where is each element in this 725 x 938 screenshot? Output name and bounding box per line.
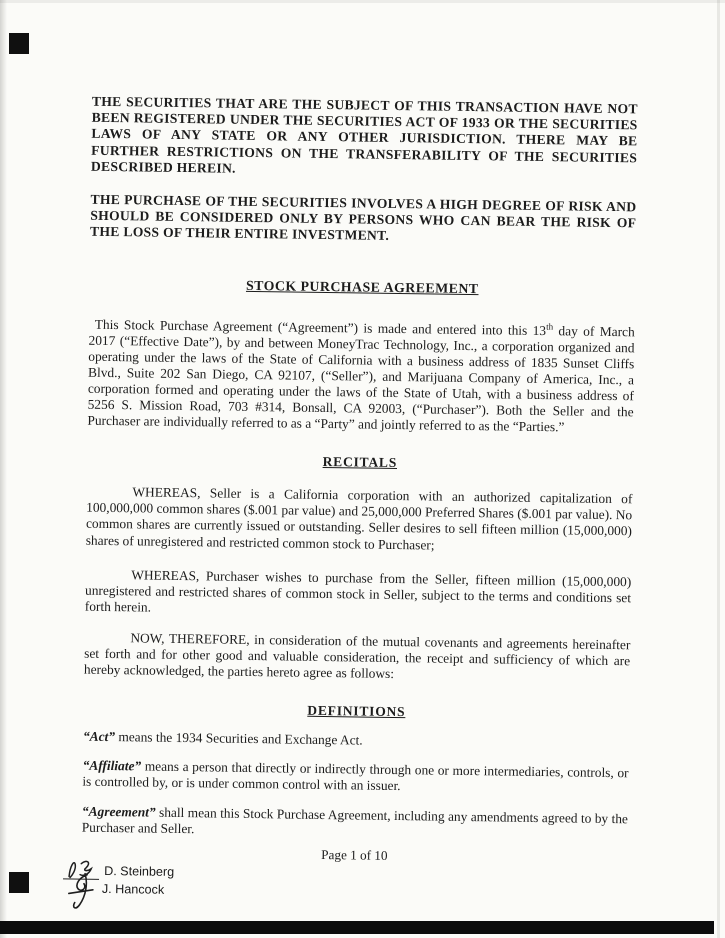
scan-artifact-bottom-bar — [0, 921, 714, 934]
intro-text-after-date: day of March 2017 (“Effective Date”), by and between MoneyTrac Technology, Inc., a corporation organized and operating under the laws of the State of California with a business address of 1835 Sunset Cliffs Blvd., Suite 202 San Diego, CA 92107, (“Seller”), and Marijuana Company of America, Inc., a corporation formed and operating under the laws of the State of Utah, with a business address of 5256 S. Mission Road, 703 #314, Bonsall, CA 92003, (“Purchaser”). Both the Seller and the Purchaser are individually referred to as a “Party” and jointly referred to as the “Parties.” — [87, 322, 635, 435]
ordinal-superscript: th — [546, 321, 554, 332]
definitions-heading: DEFINITIONS — [307, 703, 406, 720]
intro-paragraph — [87, 316, 635, 436]
intro-text-before-date: This Stock Purchase Agreement (“Agreement”) is made and entered into this 13 — [94, 316, 547, 338]
document-title: STOCK PURCHASE AGREEMENT — [245, 277, 479, 296]
definition-agreement — [82, 803, 628, 843]
scan-artifact-bottom-left — [9, 872, 29, 893]
definition-text: means the 1934 Securities and Exchange Act. — [114, 729, 363, 748]
scan-edge-right — [717, 0, 720, 938]
definition-act — [83, 729, 629, 753]
definition-term: “Act” — [82, 728, 116, 745]
signer-name: D. Steinberg — [104, 863, 175, 879]
definition-term: “Affiliate” — [82, 757, 142, 774]
scan-artifact-top-left — [9, 33, 29, 54]
definition-text: means a person that directly or indirectly through one or more intermediaries, controls, or is controlled by, or is under common control with an issuer. — [82, 758, 629, 794]
page-number-footer: Page 1 of 10 — [321, 846, 388, 863]
securities-disclaimer: THE SECURITIES THAT ARE THE SUBJECT OF THIS TRANSACTION HAVE NOT BEEN REGISTERED UNDER THE SECURITIES ACT OF 1933 OR THE SECURITIES LAWS OF ANY STATE OR ANY OTHER JURISDICTION. THERE MAY BE FURTHER RESTRICTIONS ON THE TRANSFERABILITY OF THE SECURITIES DESCRIBED HEREIN. — [90, 93, 638, 176]
whereas-seller-paragraph: WHEREAS, Seller is a California corporation with an authorized capitalization of 100,000,000 common shares ($.001 par value) and 25,000,000 Preferred Shares ($.001 par value). No common shares are currently issued or outstanding. Seller desires to sell fifteen million (15,000,000) shares of unregistered and restricted common stock to Purchaser; — [85, 484, 633, 553]
document-content — [81, 94, 638, 915]
signature-block — [63, 857, 628, 915]
risk-disclaimer: THE PURCHASE OF THE SECURITIES INVOLVES A HIGH DEGREE OF RISK AND SHOULD BE CONSIDERED ONLY BY PERSONS WHO CAN BEAR THE RISK OF THE LOSS OF THEIR ENTIRE INVESTMENT. — [89, 191, 637, 244]
recitals-heading: RECITALS — [322, 454, 398, 471]
definition-term: “Agreement” — [81, 803, 156, 820]
whereas-purchaser-paragraph: WHEREAS, Purchaser wishes to purchase from the Seller, fifteen million (15,000,000) unregistered and restricted shares of common stock in Seller, subject to the terms and conditions set forth herein. — [84, 566, 632, 615]
handwritten-initial-icon — [63, 873, 97, 907]
now-therefore-paragraph: NOW, THEREFORE, in consideration of the mutual covenants and agreements hereinafter set forth and for other good and valuable consideration, the receipt and sufficiency of which are hereby acknowledged, the parties hereto agree as follows: — [83, 630, 631, 682]
scan-edge-left — [0, 0, 7, 938]
definition-affiliate — [82, 758, 628, 798]
definition-text: shall mean this Stock Purchase Agreement, including any amendments agreed to by the Purchaser and Seller. — [81, 804, 629, 836]
scan-edge-top — [0, 0, 725, 3]
signer-name: J. Hancock — [101, 881, 165, 897]
